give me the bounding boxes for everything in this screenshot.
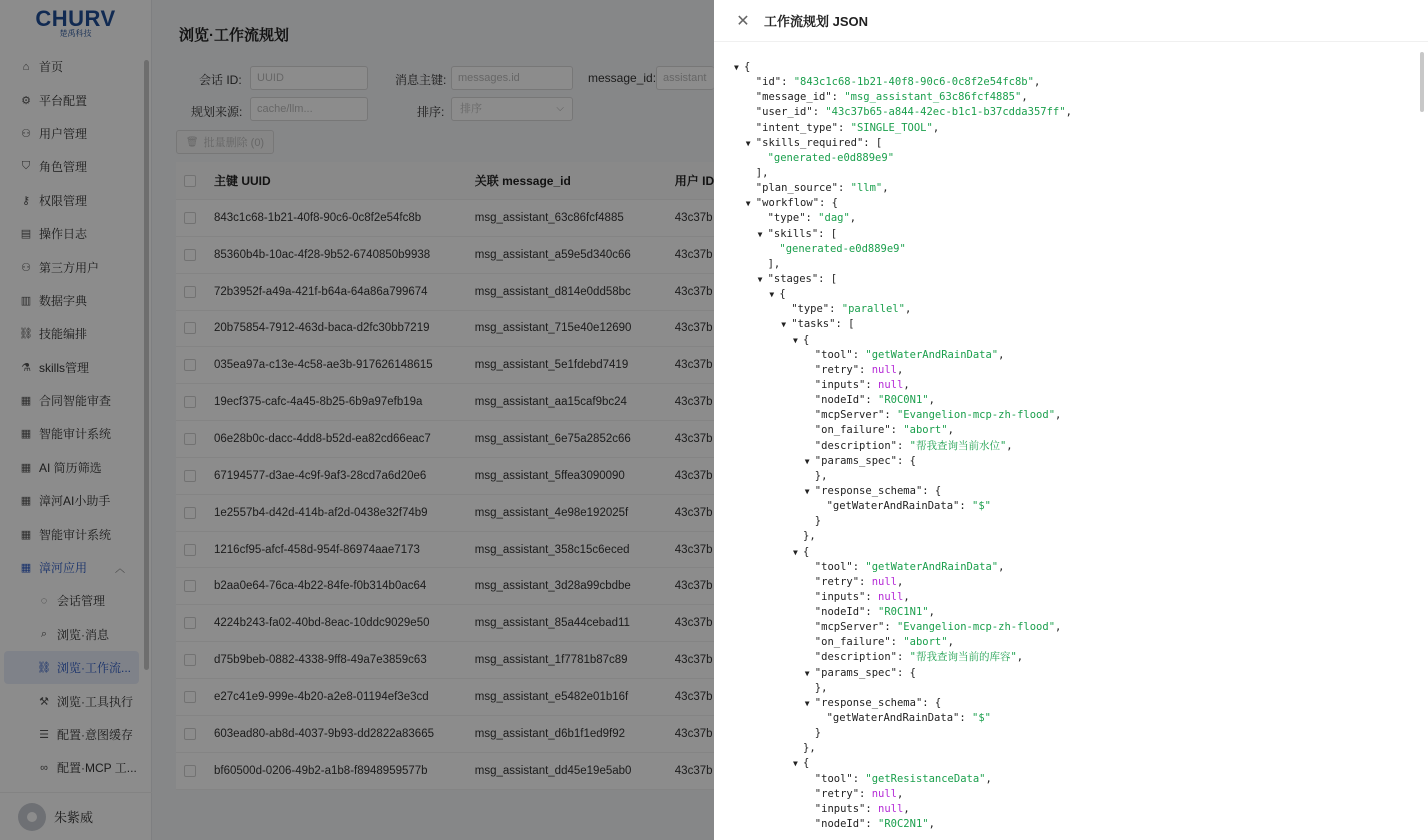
sidebar-item-label: AI 简历筛选 [39, 460, 102, 475]
json-line [734, 151, 1072, 166]
json-line [734, 257, 1072, 272]
json-token: "on_failure": [814, 636, 904, 649]
cell-uuid: 85360b4b-10ac-4f28-9b52-6740850b9938 [214, 248, 431, 261]
json-token: "mcpServer": [814, 621, 897, 634]
json-line [734, 529, 1072, 544]
cell-message-id: msg_assistant_4e98e192025f [474, 506, 629, 519]
json-token: "nodeId": [814, 606, 879, 619]
collapse-toggle-icon[interactable]: ▼ [804, 698, 810, 708]
json-line [734, 242, 1072, 257]
json-string: "abort" [903, 424, 948, 437]
json-string: "843c1c68-1b21-40f8-90c6-0c8f2e54fc8b" [793, 76, 1034, 89]
json-line [734, 635, 1072, 650]
flask-icon: ⚗ [21, 361, 31, 374]
cell-message-id: msg_assistant_dd45e19e5ab0 [474, 764, 632, 777]
json-token: "nodeId": [814, 394, 879, 407]
json-string: "R0C0N1" [878, 394, 929, 407]
json-line [734, 499, 1072, 514]
json-string: "parallel" [841, 303, 905, 316]
json-line [734, 439, 1072, 454]
json-token: } [814, 727, 822, 740]
cell-uuid: 1216cf95-afcf-458d-954f-86974aae7173 [214, 543, 420, 556]
collapse-toggle-icon[interactable]: ▼ [781, 320, 787, 330]
json-line [734, 711, 1072, 726]
json-token: "skills": [ [767, 227, 838, 240]
json-string: "Evangelion-mcp-zh-flood" [896, 409, 1056, 422]
sidebar-item-label: 技能编排 [39, 327, 88, 342]
drawer-scrollbar[interactable] [1420, 52, 1424, 112]
json-line [734, 545, 1072, 560]
cell-message-id: msg_assistant_85a44cebad11 [474, 617, 630, 630]
message-id-label: message_id: [588, 71, 657, 85]
sidebar-item-label: 智能审计系统 [39, 527, 112, 542]
cell-uuid: 603ead80-ab8d-4037-9b93-dd2822a83665 [214, 727, 434, 740]
json-token: "nodeId": [814, 818, 879, 831]
json-line [734, 363, 1072, 378]
json-string: "llm" [850, 182, 883, 195]
cell-message-id: msg_assistant_e5482e01b16f [474, 690, 629, 703]
json-drawer [714, 0, 1428, 840]
json-line [734, 469, 1072, 484]
trash-icon: 🗑 [185, 136, 199, 148]
chevron-up-icon: ︿ [115, 564, 125, 576]
json-token: "skills_required": [ [755, 136, 883, 149]
json-line [734, 605, 1072, 620]
json-token: , [904, 303, 912, 316]
sidebar-subitem-label: 浏览·消息 [57, 627, 109, 642]
json-line [734, 514, 1072, 529]
json-line [734, 772, 1072, 787]
json-string: "43c37b65-a844-42ec-b1c1-b37cdda357ff" [825, 106, 1066, 119]
cell-uuid: 72b3952f-a49a-421f-b64a-64a86a799674 [214, 285, 428, 298]
json-token: }, [803, 742, 816, 755]
json-token: "retry": [814, 363, 872, 376]
cell-user-id: 43c37b [674, 359, 713, 372]
sidebar-subitem-label: 浏览·工作流... [57, 661, 131, 676]
cell-uuid: d75b9beb-0882-4338-9ff8-49a7e3859c63 [214, 654, 427, 667]
sidebar-subitem-label: 会话管理 [57, 594, 106, 609]
cell-uuid: 06e28b0c-dacc-4dd8-b52d-ea82cd66eac7 [214, 432, 431, 445]
cell-uuid: 67194577-d3ae-4c9f-9af3-28cd7a6d20e6 [214, 469, 427, 482]
json-string: "帮我查询当前的库容" [909, 651, 1017, 664]
json-token: , [998, 560, 1005, 573]
collapse-toggle-icon[interactable]: ▼ [793, 335, 798, 345]
json-token: { [803, 333, 810, 346]
json-token: , [897, 575, 904, 588]
json-token: , [985, 772, 992, 785]
json-line [734, 681, 1072, 696]
json-null: null [871, 787, 897, 800]
json-token: "tool": [814, 348, 866, 361]
cell-user-id: 43c37b [674, 764, 713, 777]
collapse-toggle-icon[interactable]: ▼ [793, 547, 798, 557]
json-token: , [903, 590, 910, 603]
cell-message-id: msg_assistant_3d28a99cbdbe [474, 580, 631, 593]
json-line [734, 408, 1072, 423]
json-token: "stages": [ [767, 272, 838, 285]
home-icon: ⌂ [22, 60, 30, 73]
cell-user-id: 43c37b [674, 727, 713, 740]
sidebar-group-label: 漳河应用 [39, 561, 88, 576]
json-line [734, 317, 1072, 332]
json-token: }, [814, 681, 828, 694]
logo-text: CHURV [35, 6, 116, 31]
json-token: }, [814, 469, 828, 482]
json-token: "workflow": { [755, 197, 838, 210]
json-line [734, 817, 1072, 832]
json-token: ], [767, 257, 781, 270]
json-token: "id": [755, 76, 794, 89]
json-string: "$" [972, 500, 991, 513]
json-line [734, 620, 1072, 635]
json-token: } [814, 515, 822, 528]
json-token: "getWaterAndRainData": [826, 500, 972, 513]
json-line [734, 227, 1072, 242]
cell-uuid: 20b75854-7912-463d-baca-d2fc30bb7219 [214, 322, 430, 335]
json-string: "$" [972, 712, 991, 725]
message-id-input[interactable]: assistant [656, 66, 714, 90]
cell-message-id: msg_assistant_5ffea3090090 [474, 469, 625, 482]
cell-uuid: 1e2557b4-d42d-414b-af2d-0438e32f74b9 [214, 506, 428, 519]
json-token: { [803, 757, 810, 770]
sidebar-item-label: 合同智能审查 [39, 394, 112, 409]
json-line [734, 423, 1072, 438]
json-string: "abort" [903, 636, 948, 649]
cell-user-id: 43c37b [674, 654, 713, 667]
json-line [734, 136, 1072, 151]
cell-message-id: msg_assistant_d6b1f1ed9f92 [474, 727, 626, 740]
logo-subtext: 楚禹科技 [59, 29, 92, 38]
json-token: , [903, 378, 910, 391]
json-token: , [1016, 651, 1024, 664]
key-icon: ⚷ [21, 194, 31, 207]
json-token: "mcpServer": [814, 409, 897, 422]
grid-icon: ▦ [20, 461, 32, 474]
json-token: "plan_source": [755, 182, 851, 195]
flow-icon: ⛓ [19, 328, 33, 341]
json-viewer [734, 60, 1072, 832]
plan-source-label: 规划来源: [191, 105, 243, 119]
sidebar-item-label: 权限管理 [39, 193, 88, 208]
json-token: , [897, 363, 904, 376]
json-token: "tool": [814, 772, 866, 785]
json-string: "getWaterAndRainData" [865, 348, 999, 361]
cell-uuid: 843c1c68-1b21-40f8-90c6-0c8f2e54fc8b [214, 211, 422, 224]
grid-icon: ▦ [20, 528, 32, 541]
json-token: , [897, 787, 904, 800]
cell-user-id: 43c37b [674, 690, 713, 703]
json-string: "getResistanceData" [865, 772, 986, 785]
json-null: null [871, 363, 897, 376]
json-token: , [903, 802, 910, 815]
cell-message-id: msg_assistant_d814e0dd58bc [474, 285, 631, 298]
json-line [734, 196, 1072, 211]
shield-icon: ⛉ [21, 160, 31, 173]
message-key-input[interactable]: messages.id [451, 66, 573, 90]
json-token: "params_spec": { [814, 454, 916, 467]
json-token: "inputs": [814, 802, 879, 815]
json-string: "generated-e0d889e9" [767, 151, 895, 164]
cell-uuid: 19ecf375-cafc-4a45-8b25-6b9a97efb19a [214, 396, 423, 409]
json-line [734, 696, 1072, 711]
sidebar-item-label: 数据字典 [39, 293, 88, 308]
json-line [734, 802, 1072, 817]
json-line [734, 211, 1072, 226]
json-token: "params_spec": { [814, 666, 916, 679]
cell-message-id: msg_assistant_358c15c6eced [474, 543, 630, 556]
cell-user-id: 43c37b [674, 543, 713, 556]
json-line [734, 378, 1072, 393]
cell-message-id: msg_assistant_715e40e12690 [474, 322, 632, 335]
cell-message-id: msg_assistant_a59e5d340c66 [474, 248, 631, 261]
json-token: "on_failure": [814, 424, 904, 437]
json-line [734, 60, 1072, 75]
sidebar-item-label: 漳河AI小助手 [39, 494, 111, 509]
cell-user-id: 43c37b [674, 248, 713, 261]
chevron-down-icon: ⌵ [556, 103, 564, 114]
json-line [734, 302, 1072, 317]
json-line [734, 484, 1072, 499]
json-line [734, 650, 1072, 665]
book-icon: ▥ [20, 294, 32, 307]
json-line [734, 166, 1072, 181]
page-title: 浏览·工作流规划 [179, 27, 289, 44]
sidebar-item-label: 角色管理 [39, 160, 88, 175]
cell-uuid: e27c41e9-999e-4b20-a2e8-01194ef3e3cd [214, 690, 429, 703]
json-token: "intent_type": [755, 121, 851, 134]
search-icon: ⌕ [40, 627, 48, 640]
collapse-toggle-icon[interactable]: ▼ [734, 63, 739, 72]
json-token: "inputs": [814, 590, 879, 603]
json-token: "description": [814, 651, 910, 664]
list-icon: ☰ [39, 729, 49, 741]
cell-user-id: 43c37b [674, 506, 713, 519]
json-token: "retry": [814, 575, 872, 588]
message-key-label: 消息主键: [395, 73, 447, 87]
sort-label: 排序: [417, 105, 445, 119]
collapse-toggle-icon[interactable]: ▼ [757, 274, 763, 284]
collapse-toggle-icon[interactable]: ▼ [804, 668, 810, 678]
cell-uuid: bf60500d-0206-49b2-a1b8-f8948959577b [214, 764, 428, 777]
sidebar-item-label: 操作日志 [39, 227, 88, 242]
json-token: }, [803, 530, 816, 543]
json-token: , [1065, 106, 1072, 119]
json-token: "description": [814, 439, 910, 452]
sidebar-item-label: 第三方用户 [39, 260, 100, 275]
column-header-message-id: 关联 message_id [474, 174, 571, 188]
json-line [734, 348, 1072, 363]
json-token: "retry": [814, 787, 872, 800]
collapse-toggle-icon[interactable]: ▼ [804, 486, 810, 496]
sidebar-item-label: skills管理 [39, 360, 89, 375]
json-string: "generated-e0d889e9" [779, 242, 906, 255]
cell-user-id: 43c37b [674, 432, 713, 445]
log-icon: ▤ [20, 228, 32, 241]
json-line [734, 181, 1072, 196]
json-token: , [1033, 76, 1041, 89]
sort-select-value: 排序 [460, 103, 482, 115]
json-line [734, 560, 1072, 575]
json-line [734, 333, 1072, 348]
drawer-title: 工作流规划 JSON [764, 14, 869, 29]
json-string: "dag" [818, 212, 850, 225]
grid-icon: ▦ [20, 495, 32, 508]
json-string: "msg_assistant_63c86fcf4885" [844, 91, 1022, 104]
cell-message-id: msg_assistant_5e1fdebd7419 [474, 359, 629, 372]
wrench-icon: ⚒ [39, 695, 49, 708]
grid-icon: ▦ [20, 395, 32, 408]
collapse-toggle-icon[interactable]: ▼ [804, 456, 810, 466]
user-name: 朱紫威 [54, 810, 94, 825]
json-token: "message_id": [755, 91, 845, 104]
json-token: "response_schema": { [814, 484, 942, 497]
collapse-toggle-icon[interactable]: ▼ [757, 229, 763, 239]
json-line [734, 272, 1072, 287]
chat-icon: ◌ [40, 594, 48, 607]
session-id-label: 会话 ID: [199, 73, 242, 87]
json-null: null [878, 802, 904, 815]
json-token: { [779, 288, 786, 301]
json-null: null [878, 590, 904, 603]
json-null: null [878, 378, 904, 391]
json-token: , [928, 606, 935, 619]
sidebar-item-label: 智能审计系统 [39, 427, 112, 442]
users-icon: ⚇ [21, 261, 31, 274]
sidebar-subitem-label: 浏览·工具执行 [57, 694, 133, 709]
collapse-toggle-icon[interactable]: ▼ [793, 759, 798, 769]
session-id-input[interactable]: UUID [250, 66, 368, 90]
sidebar-item-label: 首页 [39, 60, 64, 75]
json-token: , [928, 394, 935, 407]
sidebar-item-label: 平台配置 [39, 93, 88, 108]
batch-delete-label: 批量删除 (0) [203, 137, 265, 149]
sidebar-item-label: 用户管理 [39, 126, 88, 141]
json-token: , [882, 182, 889, 195]
json-token: "getWaterAndRainData": [826, 712, 972, 725]
collapse-toggle-icon[interactable]: ▼ [745, 138, 751, 148]
json-token: , [1055, 621, 1062, 634]
cell-message-id: msg_assistant_1f7781b87c89 [474, 654, 628, 667]
cell-message-id: msg_assistant_63c86fcf4885 [474, 211, 624, 224]
json-line [734, 590, 1072, 605]
json-token: , [932, 121, 940, 134]
json-token: , [1055, 409, 1062, 422]
json-token: , [947, 424, 954, 437]
json-token: "response_schema": { [814, 696, 942, 709]
grid-icon: ▦ [20, 428, 32, 441]
json-token: { [803, 545, 810, 558]
sidebar-subitem-label: 配置·意图缓存 [57, 728, 133, 742]
json-string: "SINGLE_TOOL" [850, 121, 933, 134]
cell-user-id: 43c37b [674, 469, 713, 482]
json-line [734, 105, 1072, 120]
json-token: , [1021, 91, 1028, 104]
json-line [734, 454, 1072, 469]
json-token: { [744, 61, 751, 73]
json-line [734, 121, 1072, 136]
json-line [734, 756, 1072, 771]
column-header-user-id: 用户 ID [674, 174, 714, 188]
grid-icon: ▦ [20, 562, 32, 575]
json-line [734, 726, 1072, 741]
json-token: "inputs": [814, 378, 879, 391]
drawer-header [714, 0, 1428, 42]
json-token: "tool": [814, 560, 866, 573]
json-string: "Evangelion-mcp-zh-flood" [896, 621, 1056, 634]
json-null: null [871, 575, 897, 588]
cell-message-id: msg_assistant_aa15caf9bc24 [474, 396, 627, 409]
json-line [734, 287, 1072, 302]
cell-user-id: 43c37b [674, 617, 713, 630]
link-icon: ∞ [40, 761, 48, 774]
json-token: "type": [791, 303, 842, 316]
json-token: , [849, 212, 857, 225]
json-token: "user_id": [755, 106, 826, 119]
json-token: ], [755, 166, 769, 179]
json-line [734, 75, 1072, 90]
sidebar-subitem-label: 配置·MCP 工... [57, 761, 137, 776]
cell-uuid: 4224b243-fa02-40bd-8eac-10ddc9029e50 [214, 617, 430, 630]
close-icon[interactable]: ✕ [736, 12, 750, 30]
json-token: "tasks": [ [791, 318, 855, 331]
json-string: "帮我查询当前水位" [909, 439, 1007, 452]
collapse-toggle-icon[interactable]: ▼ [769, 290, 775, 300]
cell-uuid: b2aa0e64-76ca-4b22-84fe-f0b314b0ac64 [214, 580, 427, 593]
plan-source-input[interactable]: cache/llm... [250, 97, 368, 121]
json-line [734, 393, 1072, 408]
json-line [734, 666, 1072, 681]
json-line [734, 741, 1072, 756]
json-string: "getWaterAndRainData" [865, 560, 999, 573]
json-string: "R0C1N1" [878, 606, 929, 619]
flow-icon: ⛓ [37, 662, 51, 675]
json-line [734, 575, 1072, 590]
cell-user-id: 43c37b [674, 211, 713, 224]
collapse-toggle-icon[interactable]: ▼ [745, 199, 751, 209]
users-icon: ⚇ [21, 127, 31, 140]
column-header-uuid: 主键 UUID [214, 174, 271, 188]
json-token: , [928, 818, 935, 831]
cell-user-id: 43c37b [674, 580, 713, 593]
json-string: "R0C2N1" [878, 818, 929, 831]
json-token: , [998, 348, 1005, 361]
cell-user-id: 43c37b [674, 322, 713, 335]
json-token: , [1006, 439, 1013, 452]
cell-user-id: 43c37b [674, 285, 713, 298]
cell-uuid: 035ea97a-c13e-4c58-ae3b-917626148615 [214, 359, 433, 372]
json-line [734, 90, 1072, 105]
json-line [734, 787, 1072, 802]
json-token: , [947, 636, 954, 649]
cell-message-id: msg_assistant_6e75a2852c66 [474, 432, 631, 445]
gear-icon: ⚙ [21, 94, 31, 107]
json-token: "type": [767, 212, 819, 225]
cell-user-id: 43c37b [674, 396, 713, 409]
